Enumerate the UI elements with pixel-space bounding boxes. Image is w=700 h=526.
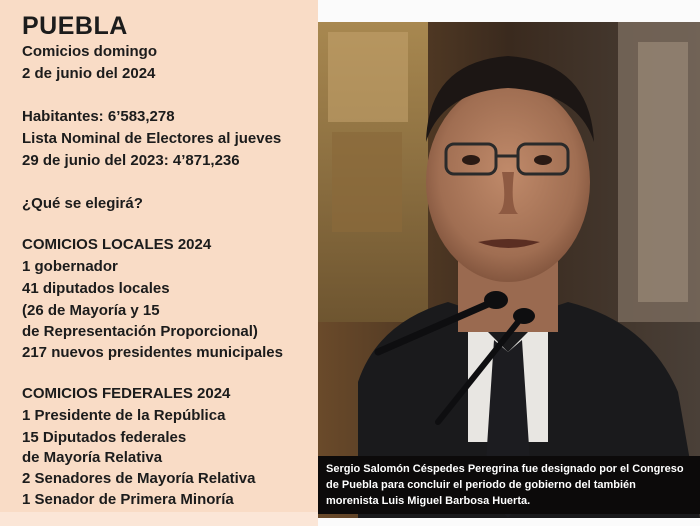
federal-item: 2 Senadores de Mayoría Relativa bbox=[22, 470, 256, 487]
election-date: 2 de junio del 2024 bbox=[22, 65, 156, 82]
population-text: Habitantes: 6’583,278 bbox=[22, 108, 175, 125]
question-text: ¿Qué se elegirá? bbox=[22, 195, 143, 212]
caption-text bbox=[326, 461, 694, 509]
federal-item: 1 Senador de Primera Minoría bbox=[22, 491, 234, 508]
portrait-illustration bbox=[318, 22, 700, 518]
federal-item: 15 Diputados federales bbox=[22, 429, 187, 446]
caption-line: Sergio Salomón Céspedes Peregrina fue designado por el Congreso bbox=[326, 463, 684, 475]
local-elections-heading: COMICIOS LOCALES 2024 bbox=[22, 236, 212, 253]
photo-area bbox=[318, 0, 700, 526]
voter-list-value: 29 de junio del 2023: 4’871,236 bbox=[22, 152, 240, 169]
local-item: (26 de Mayoría y 15 bbox=[22, 302, 160, 319]
governor-photo bbox=[318, 22, 700, 518]
photo-caption bbox=[318, 456, 700, 514]
federal-elections-heading: COMICIOS FEDERALES 2024 bbox=[22, 385, 231, 402]
local-item: de Representación Proporcional) bbox=[22, 323, 258, 340]
panel-bottom-strip bbox=[0, 512, 318, 526]
local-item: 217 nuevos presidentes municipales bbox=[22, 344, 283, 361]
federal-item: de Mayoría Relativa bbox=[22, 449, 163, 466]
federal-item: 1 Presidente de la República bbox=[22, 407, 226, 424]
election-label: Comicios domingo bbox=[22, 43, 157, 60]
local-item: 1 gobernador bbox=[22, 258, 118, 275]
voter-list-label: Lista Nominal de Electores al jueves bbox=[22, 130, 282, 147]
state-title: PUEBLA bbox=[22, 12, 128, 40]
caption-line: morenista Luis Miguel Barbosa Huerta. bbox=[326, 495, 531, 507]
caption-line: de Puebla para concluir el periodo de gobierno del también bbox=[326, 479, 636, 491]
local-item: 41 diputados locales bbox=[22, 280, 170, 297]
